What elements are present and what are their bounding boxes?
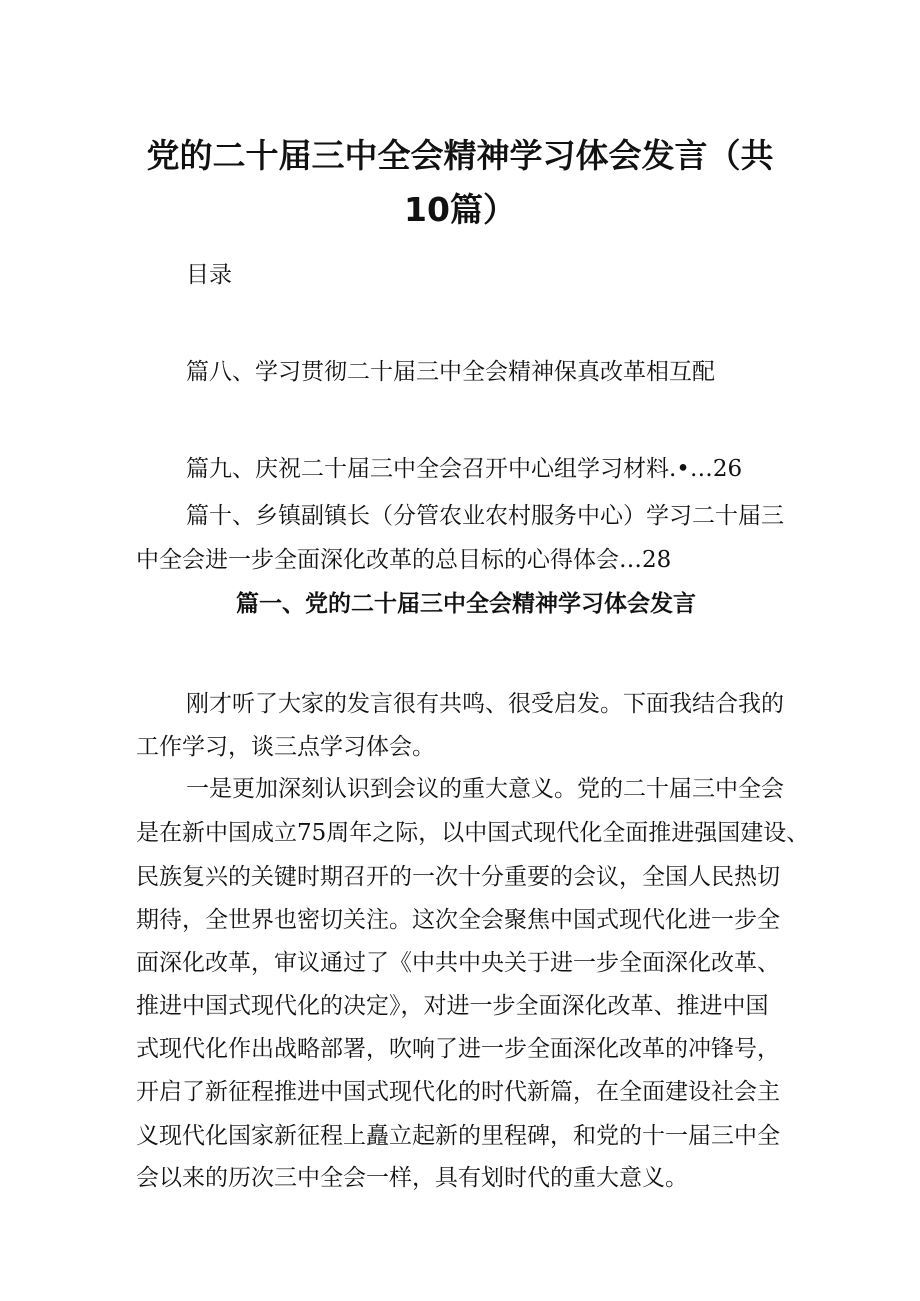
body-line: 会以来的历次三中全会一样，具有划时代的重大意义。	[136, 1165, 688, 1191]
body-line: 工作学习，谈三点学习体会。	[136, 734, 435, 760]
body-line: 一是更加深刻认识到会议的重大意义。党的二十届三中全会	[186, 776, 784, 802]
toc-entry-10-line-2: 中全会进一步全面深化改革的总目标的心得体会…28	[136, 547, 672, 573]
body-line: 是在新中国成立75周年之际，以中国式现代化全面推进强国建设、	[136, 820, 810, 846]
toc-entry-8: 篇八、学习贯彻二十届三中全会精神保真改革相互配	[186, 359, 715, 385]
body-line: 面深化改革，审议通过了《中共中央关于进一步全面深化改革、	[136, 950, 780, 976]
body-line: 开启了新征程推进中国式现代化的时代新篇，在全面建设社会主	[136, 1079, 780, 1105]
body-line: 刚才听了大家的发言很有共鸣、很受启发。下面我结合我的	[186, 691, 784, 717]
toc-entry-10-line-1: 篇十、乡镇副镇长（分管农业农村服务中心）学习二十届三	[186, 503, 784, 529]
toc-entry-9: 篇九、庆祝二十届三中全会召开中心组学习材料.•…26	[186, 456, 743, 482]
document-title-line-1: 党的二十届三中全会精神学习体会发言（共	[146, 136, 774, 175]
body-line: 民族复兴的关键时期召开的一次十分重要的会议，全国人民热切	[136, 864, 780, 890]
body-line: 期待，全世界也密切关注。这次全会聚焦中国式现代化进一步全	[136, 907, 780, 933]
body-line: 式现代化作出战略部署，吹响了进一步全面深化改革的冲锋号，	[136, 1036, 780, 1062]
toc-heading: 目录	[186, 262, 232, 288]
document-title-line-2: 10篇）	[404, 190, 516, 229]
section-heading: 篇一、党的二十届三中全会精神学习体会发言	[236, 591, 696, 617]
body-line: 义现代化国家新征程上矗立起新的里程碑，和党的十一届三中全	[136, 1123, 780, 1149]
body-line: 推进中国式现代化的决定》，对进一步全面深化改革、推进中国	[136, 993, 769, 1019]
